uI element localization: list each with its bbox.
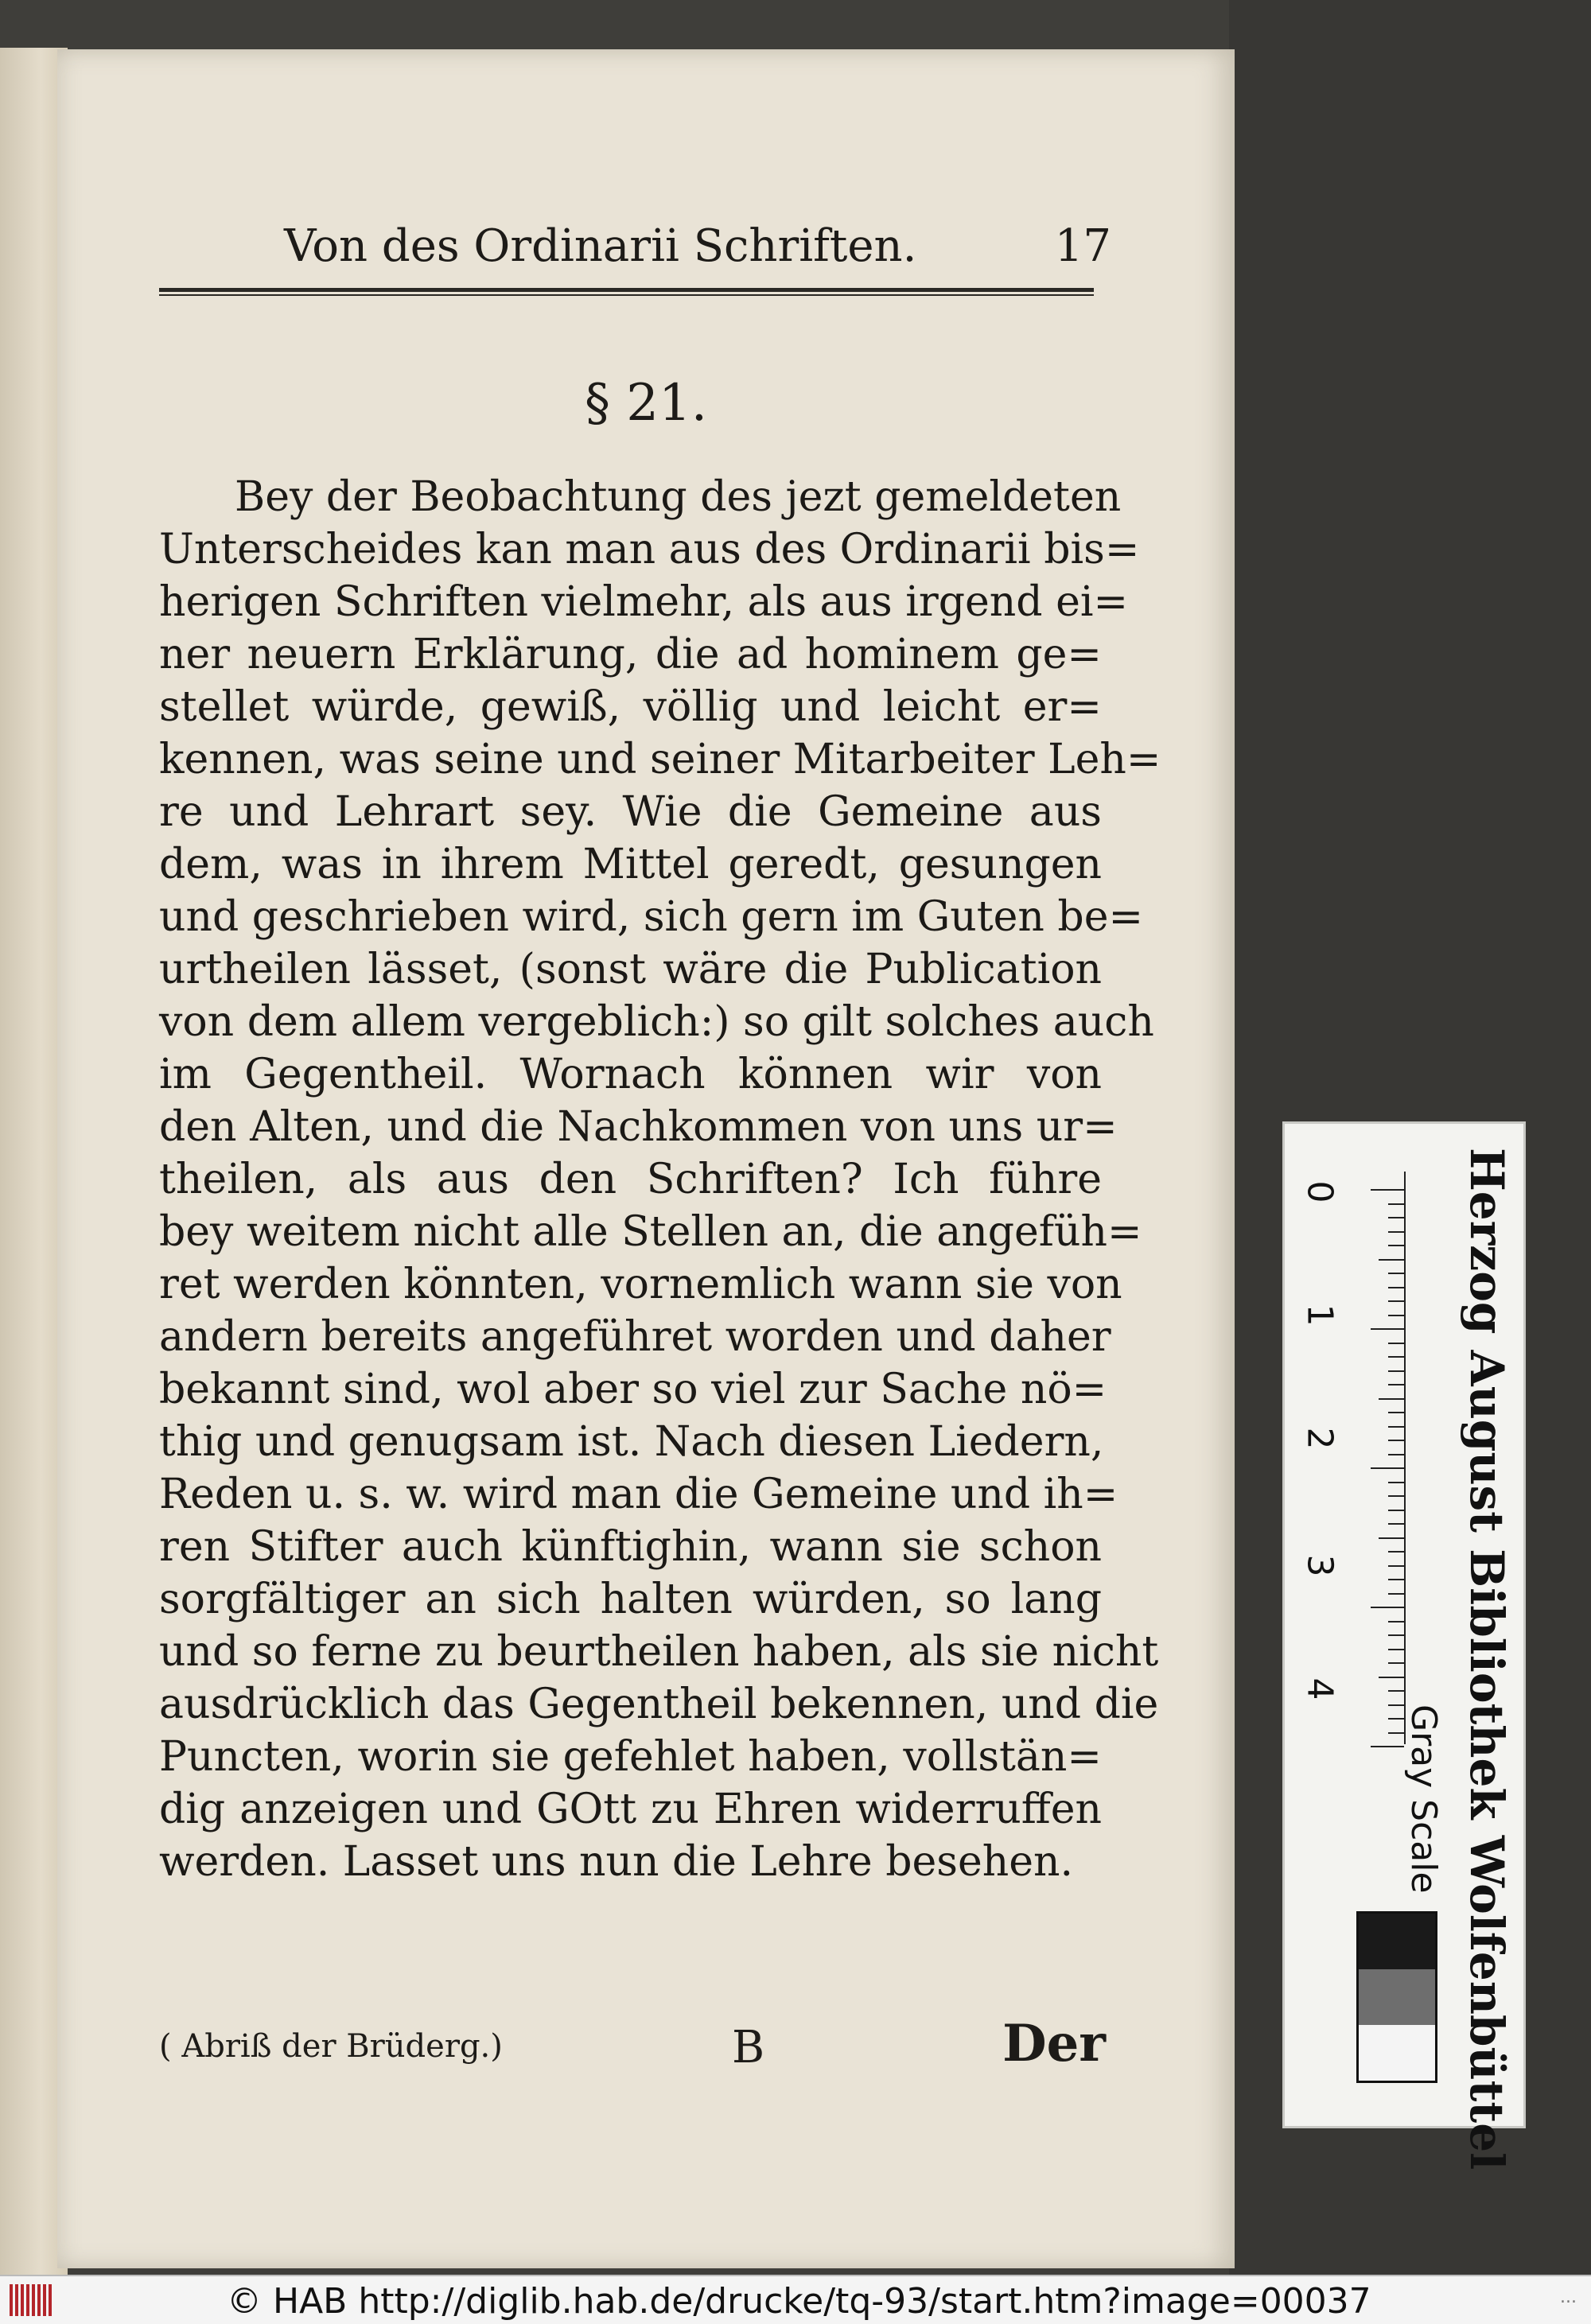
ruler-tick — [1388, 1426, 1404, 1428]
text-line: kennen, was seine und seiner Mitarbeiter Leh= — [159, 736, 1161, 783]
credit-bar — [0, 2275, 1591, 2324]
ruler-tick — [1388, 1579, 1404, 1580]
hab-logo-icon — [10, 2284, 65, 2316]
ruler-tick — [1388, 1231, 1404, 1233]
text-line: werden. Lasset uns nun die Lehre besehen. — [159, 1838, 1074, 1886]
text-line: ren Stifter auch künftighin, wann sie schon — [159, 1523, 1102, 1571]
gray-swatches — [1356, 1911, 1437, 2083]
ruler-number: 3 — [1299, 1554, 1340, 1577]
running-title: Von des Ordinarii Schriften. — [284, 220, 917, 272]
gray-scale-label — [1404, 1704, 1452, 1943]
text-line: dem, was in ihrem Mittel geredt, gesungen — [159, 841, 1102, 888]
ruler-tick — [1388, 1704, 1404, 1706]
ruler-number: 1 — [1299, 1304, 1340, 1327]
ruler-line — [1404, 1172, 1406, 1744]
ruler-tick — [1379, 1537, 1404, 1539]
ruler-tick — [1388, 1245, 1404, 1246]
ruler-tick — [1388, 1454, 1404, 1455]
ruler-tick — [1388, 1287, 1404, 1288]
ruler-tick — [1388, 1370, 1404, 1372]
page-footer — [159, 2014, 1106, 2085]
footer-signature: ( Abriß der Brüderg.) — [159, 2028, 503, 2065]
ruler-tick — [1388, 1732, 1404, 1734]
text-line: sorgfältiger an sich halten würden, so lang — [159, 1576, 1102, 1623]
text-line: im Gegentheil. Wornach können wir von — [159, 1051, 1102, 1098]
more-icon: ... — [1560, 2287, 1577, 2307]
swatch-gray — [1359, 1969, 1435, 2025]
text-line: bekannt sind, wol aber so viel zur Sache nö= — [159, 1366, 1107, 1413]
ruler-tick — [1388, 1315, 1404, 1316]
ruler-tick — [1388, 1551, 1404, 1553]
text-line: andern bereits angeführet worden und daher — [159, 1313, 1111, 1361]
sheet-mark: B — [732, 2022, 765, 2073]
color-scale-card — [1282, 1121, 1526, 2170]
credit-link[interactable]: © HAB http://diglib.hab.de/drucke/tq-93/start.htm?image=00037 — [227, 2281, 1371, 2322]
text-line: und so ferne zu beurtheilen haben, als sie nicht — [159, 1628, 1159, 1676]
ruler-tick — [1371, 1189, 1404, 1191]
ruler-tick — [1388, 1662, 1404, 1664]
page-header — [224, 220, 1111, 284]
text-line: thig und genugsam ist. Nach diesen Liedern, — [159, 1418, 1104, 1466]
ruler-tick — [1379, 1677, 1404, 1678]
catchword: Der — [1002, 2014, 1106, 2073]
text-line: Reden u. s. w. wird man die Gemeine und ih= — [159, 1471, 1118, 1518]
page-number: 17 — [1054, 220, 1111, 272]
ruler-tick — [1388, 1300, 1404, 1302]
ruler-tick — [1388, 1217, 1404, 1218]
ruler-tick — [1388, 1510, 1404, 1511]
text-line: ausdrücklich das Gegentheil bekennen, und die — [159, 1681, 1159, 1728]
ruler-tick — [1371, 1328, 1404, 1330]
text-line: ret werden könnten, vornemlich wann sie von — [159, 1261, 1122, 1308]
institution-label — [1460, 1148, 1515, 2170]
ruler-tick — [1388, 1523, 1404, 1525]
ruler-tick — [1388, 1593, 1404, 1595]
text-line: von dem allem vergeblich:) so gilt solches auch — [159, 998, 1154, 1046]
ruler-tick — [1388, 1565, 1404, 1567]
ruler-tick — [1388, 1412, 1404, 1413]
ruler-tick — [1379, 1259, 1404, 1261]
book-page — [57, 49, 1235, 2268]
text-line: Bey der Beobachtung des jezt gemeldeten — [235, 473, 1122, 521]
body-text — [159, 471, 1161, 1888]
text-line: herigen Schriften vielmehr, als aus irgend ei= — [159, 578, 1129, 626]
ruler-tick — [1388, 1273, 1404, 1274]
ruler-tick — [1388, 1634, 1404, 1636]
text-line: re und Lehrart sey. Wie die Gemeine aus — [159, 788, 1102, 836]
ruler-tick — [1371, 1607, 1404, 1608]
section-heading: § 21. — [584, 374, 708, 433]
ruler-tick — [1388, 1718, 1404, 1720]
text-line: und geschrieben wird, sich gern im Guten be= — [159, 893, 1144, 941]
text-line: den Alten, und die Nachkommen von uns ur= — [159, 1103, 1118, 1151]
ruler-tick — [1388, 1384, 1404, 1385]
ruler-tick — [1388, 1621, 1404, 1623]
ruler-tick — [1371, 1467, 1404, 1469]
text-line: Unterscheides kan man aus des Ordinarii bis= — [159, 526, 1140, 573]
ruler-tick — [1388, 1495, 1404, 1497]
ruler-tick — [1388, 1649, 1404, 1650]
ruler-tick — [1388, 1690, 1404, 1692]
ruler-tick — [1379, 1398, 1404, 1400]
header-rule — [159, 288, 1094, 296]
swatch-white — [1359, 2025, 1435, 2081]
text-line: bey weitem nicht alle Stellen an, die angefüh= — [159, 1208, 1142, 1256]
institution-text: Herzog August Bibliothek Wolfenbüttel — [1460, 1148, 1514, 2170]
text-line: Puncten, worin sie gefehlet haben, vollstän= — [159, 1733, 1102, 1781]
ruler-tick — [1388, 1482, 1404, 1483]
text-line: ner neuern Erklärung, die ad hominem ge= — [159, 631, 1102, 678]
ruler-tick — [1388, 1356, 1404, 1358]
ruler-number: 2 — [1299, 1427, 1340, 1450]
swatch-black — [1359, 1914, 1435, 1969]
gray-scale-text: Gray Scale — [1403, 1704, 1444, 1894]
text-line: dig anzeigen und GOtt zu Ehren widerruffen — [159, 1786, 1102, 1833]
text-line: stellet würde, gewiß, völlig und leicht er= — [159, 683, 1102, 731]
ruler-tick — [1388, 1203, 1404, 1205]
ruler-number: 0 — [1299, 1180, 1340, 1203]
ruler-tick — [1388, 1440, 1404, 1441]
ruler-number: 4 — [1299, 1677, 1340, 1700]
text-line: urtheilen lässet, (sonst wäre die Publication — [159, 946, 1102, 993]
ruler-tick — [1371, 1746, 1404, 1747]
ruler-tick — [1388, 1343, 1404, 1344]
text-line: theilen, als aus den Schriften? Ich führe — [159, 1156, 1102, 1203]
